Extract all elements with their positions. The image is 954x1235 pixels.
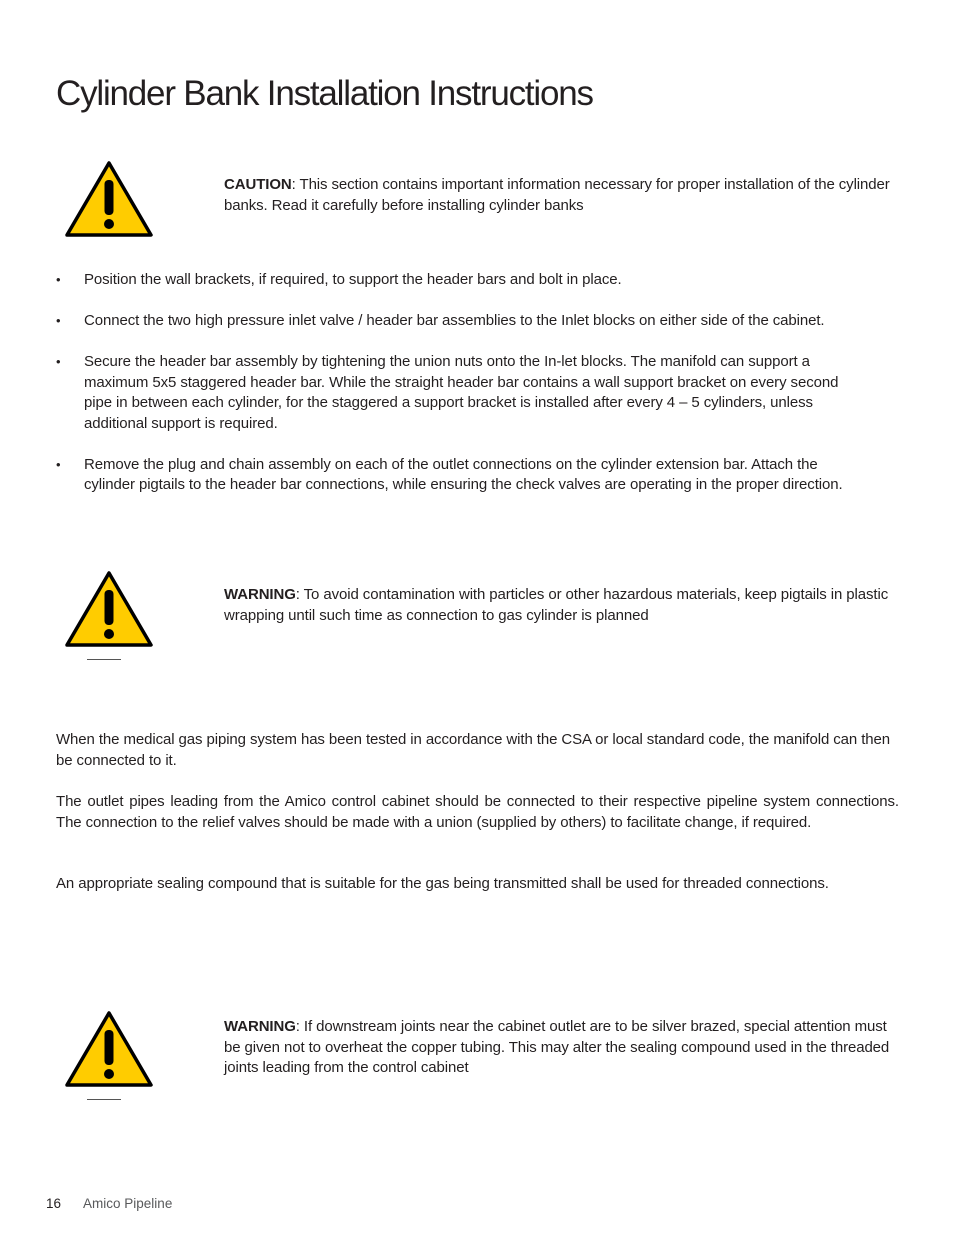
paragraph-outlet-pipes: The outlet pipes leading from the Amico control cabinet should be connected to their respective pipeline system connections. The connection to the relief valves should be made with a union (supplied by others) to facilitate change, if required. xyxy=(56,793,899,831)
warning-note-contamination xyxy=(224,585,900,626)
warning-label: WARNING xyxy=(224,1018,296,1035)
list-item-text: Connect the two high pressure inlet valve / header bar assemblies to the Inlet blocks on either side of the cabinet. xyxy=(84,312,825,329)
warning-text: : If downstream joints near the cabinet outlet are to be silver brazed, special attention must be given not to overheat the copper tubing. This may alter the sealing compound used in the threaded joints leading from the control cabinet xyxy=(224,1018,890,1076)
warning-triangle-icon xyxy=(64,1010,154,1088)
page-number: 16 xyxy=(46,1196,62,1211)
installation-steps-list xyxy=(56,270,896,516)
warning-label: WARNING xyxy=(224,586,296,603)
bullet-dot: • xyxy=(56,354,61,369)
list-item-text: Secure the header bar assembly by tightening the union nuts onto the In-let blocks. The manifold can support a maximum 5x5 staggered header bar. While the straight header bar contains a wall support bracket on every second pipe in between each cylinder, for the staggered a support bracket is installed after every 4 – 5 cylinders, unless additional support is required. xyxy=(84,353,839,432)
caution-text: : This section contains important information necessary for proper installation of the cylinder banks. Read it carefully before installing cylinder banks xyxy=(224,176,890,214)
divider xyxy=(87,659,121,660)
list-item-text: Position the wall brackets, if required, to support the header bars and bolt in place. xyxy=(84,271,622,288)
warning-note-brazing xyxy=(224,1017,900,1079)
caution-warning-triangle-icon xyxy=(64,160,154,238)
warning-triangle-icon xyxy=(64,570,154,648)
bullet-dot: • xyxy=(56,456,61,472)
list-item xyxy=(56,352,896,434)
list-item xyxy=(56,311,896,332)
bullet-dot: • xyxy=(56,313,61,328)
list-item-text: Remove the plug and chain assembly on each of the outlet connections on the cylinder extension bar. Attach the cylinder pigtails to the header bar connections, while ensuring the check valves are operating in the proper direction. xyxy=(84,455,843,493)
paragraph-piping-tested: When the medical gas piping system has been tested in accordance with the CSA or local standard code, the manifold can then be connected to it. xyxy=(56,731,891,769)
warning-text: : To avoid contamination with particles or other hazardous materials, keep pigtails in plastic wrapping until such time as connection to gas cylinder is planned xyxy=(224,586,889,624)
bullet-dot: • xyxy=(56,272,61,287)
footer-brand: Amico Pipeline xyxy=(83,1196,173,1211)
page-footer xyxy=(46,1196,172,1211)
list-item xyxy=(56,455,896,496)
paragraph-sealing-compound: An appropriate sealing compound that is suitable for the gas being transmitted shall be used for threaded connections. xyxy=(56,875,829,892)
caution-label: CAUTION xyxy=(224,176,292,193)
page-title: Cylinder Bank Installation Instructions xyxy=(56,74,593,113)
divider xyxy=(87,1099,121,1100)
caution-note xyxy=(224,175,900,216)
list-item xyxy=(56,270,896,291)
